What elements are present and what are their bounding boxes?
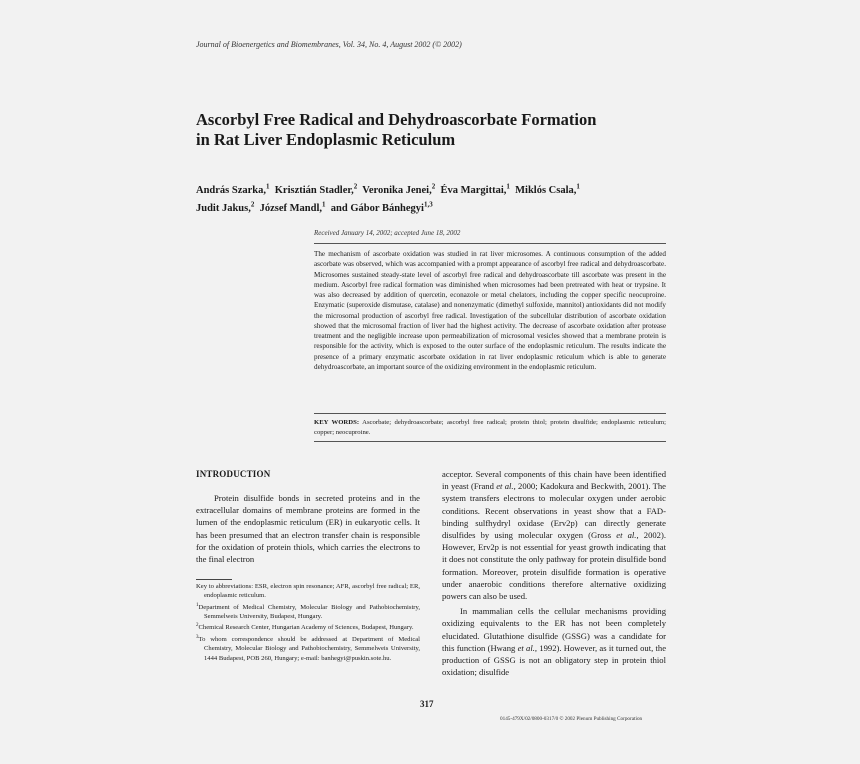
copyright-line: 0145-479X/02/0800-0317/0 © 2002 Plenum Publishing Corporation (500, 716, 643, 722)
footnote-3: $^3$To whom correspondence should be addressed at Department of Medical Chemistry, Molecular Biology and Pathobiochemistry, Semmelweis University, 1444 Budapest, POB 260, Hungary; e-mail: banhegyi@puskin.sote.hu. (196, 634, 420, 662)
author: József Mandl,$^1$ (259, 200, 326, 214)
footnote-2: $^2$Chemical Research Center, Hungarian Academy of Sciences, Budapest, Hungary. (196, 623, 414, 632)
footnote-1: $^1$Department of Medical Chemistry, Molecular Biology and Pathobiochemistry, Semmelweis University, Budapest, Hungary. (196, 602, 420, 621)
title-line-2: in Rat Liver Endoplasmic Reticulum (196, 130, 456, 149)
author: Krisztián Stadler,$^2$ (274, 182, 358, 196)
footnote-abbreviations: Key to abbreviations: ESR, electron spin resonance; AFR, ascorbyl free radical; ER, endoplasmic reticulum. (196, 583, 420, 600)
author: Miklós Csala,$^1$ (515, 182, 580, 196)
section-heading-introduction: INTRODUCTION (196, 469, 271, 479)
page-number: 317 (420, 699, 434, 709)
keywords-label: KEY WORDS: (314, 419, 360, 426)
left-column (196, 492, 420, 565)
keywords (314, 418, 666, 437)
keywords-bottom-rule (314, 441, 666, 442)
author-list (196, 179, 666, 216)
journal-citation: Journal of Bioenergetics and Biomembranes, Vol. 34, No. 4, August 2002 (© 2002) (196, 40, 462, 49)
author: Judit Jakus,$^2$ (196, 200, 255, 214)
right-column (442, 468, 666, 678)
author: Éva Margittai,$^1$ (440, 182, 510, 196)
abstract: The mechanism of ascorbate oxidation was studied in rat liver microsomes. A continuous consumption of the added ascorbate was observed, which was accompanied with a prompt appearance of ascorbyl free radical and dehydroascorbate. Microsomes sustained steady-state level of ascorbyl free radical and dehydroascorbate till ascorbate was present in the medium. Ascorbyl free radical formation was diminished when microsomes had been pretreated with heat or trypsine. It was also decreased by addition of quercetin, econazole or metal chelators, including the copper specific neocuproine. Enzymatic (superoxide dismutase, catalase) and nonenzymatic (dimethyl sulfoxide, mannitol) antioxidants did not modify the microsomal production of ascorbyl free radical. Investigation of the subcellular distribution of ascorbate oxidation showed that the microsomal fraction of liver had the highest activity. The decrease of ascorbate oxidation after protease treatment and the negligible increase upon permeabilization of microsomal vesicles showed that a membrane protein is responsible for the activity, which is exposed to the outer surface of the endoplasmic reticulum. The results indicate the presence of a primary enzymatic ascorbate oxidation in rat liver endoplasmic reticulum which is able to generate dehydroascorbate, an important source of the oxidizing environment in the endoplasmic reticulum. (314, 250, 666, 371)
intro-paragraph-2: acceptor. Several components of this chain have been identified in yeast (Frand et al., 2000; Kadokura and Beckwith, 2001). The system transfers electrons to molecular oxygen under aerobic conditions. Recent observations in yeast show that a FAD-binding sulfhydryl oxidase (Erv2p) can directly generate disulfides by using molecular oxygen (Gross et al., 2002). However, Erv2p is not essential for yeast growth indicating that it does not constitute the only pathway for protein disulfide bond formation. Moreover, protein disulfide formation is operative under anaerobic conditions therefore alternative oxidizing powers can also be used. (442, 469, 666, 602)
author: Veronika Jenei,$^2$ (362, 182, 436, 196)
intro-paragraph-1: Protein disulfide bonds in secreted proteins and in the extracellular domains of membrane proteins are formed in the lumen of the endoplasmic reticulum (ER) in eukaryotic cells. It has been presumed that an electron transfer chain is responsible for the oxidation of protein thiols, which carries the electrons to the final electron (196, 493, 420, 565)
keywords-rule (314, 413, 666, 414)
article-title (196, 110, 716, 150)
author: András Szarka,$^1$ (196, 182, 270, 196)
footnotes (196, 582, 420, 663)
footnote-rule (196, 579, 232, 580)
received-dates: Received January 14, 2002; accepted June 18, 2002 (314, 229, 461, 237)
keywords-text: Ascorbate; dehydroascorbate; ascorbyl free radical; protein thiol; protein disulfide; endoplasmic reticulum; copper; neocuproine. (314, 419, 666, 436)
intro-paragraph-3: In mammalian cells the cellular mechanisms providing oxidizing equivalents to the ER has not been completely elucidated. Glutathione disulfide (GSSG) was a candidate for this function (Hwang et al., 1992). However, as it turned out, the production of GSSG is not an obligatory step in protein thiol oxidation; disulfide (442, 606, 667, 678)
title-line-1: Ascorbyl Free Radical and Dehydroascorbate Formation (196, 110, 597, 129)
author: and Gábor Bánhegyi$^{1,3}$ (330, 200, 433, 214)
abstract-top-rule (314, 243, 666, 244)
